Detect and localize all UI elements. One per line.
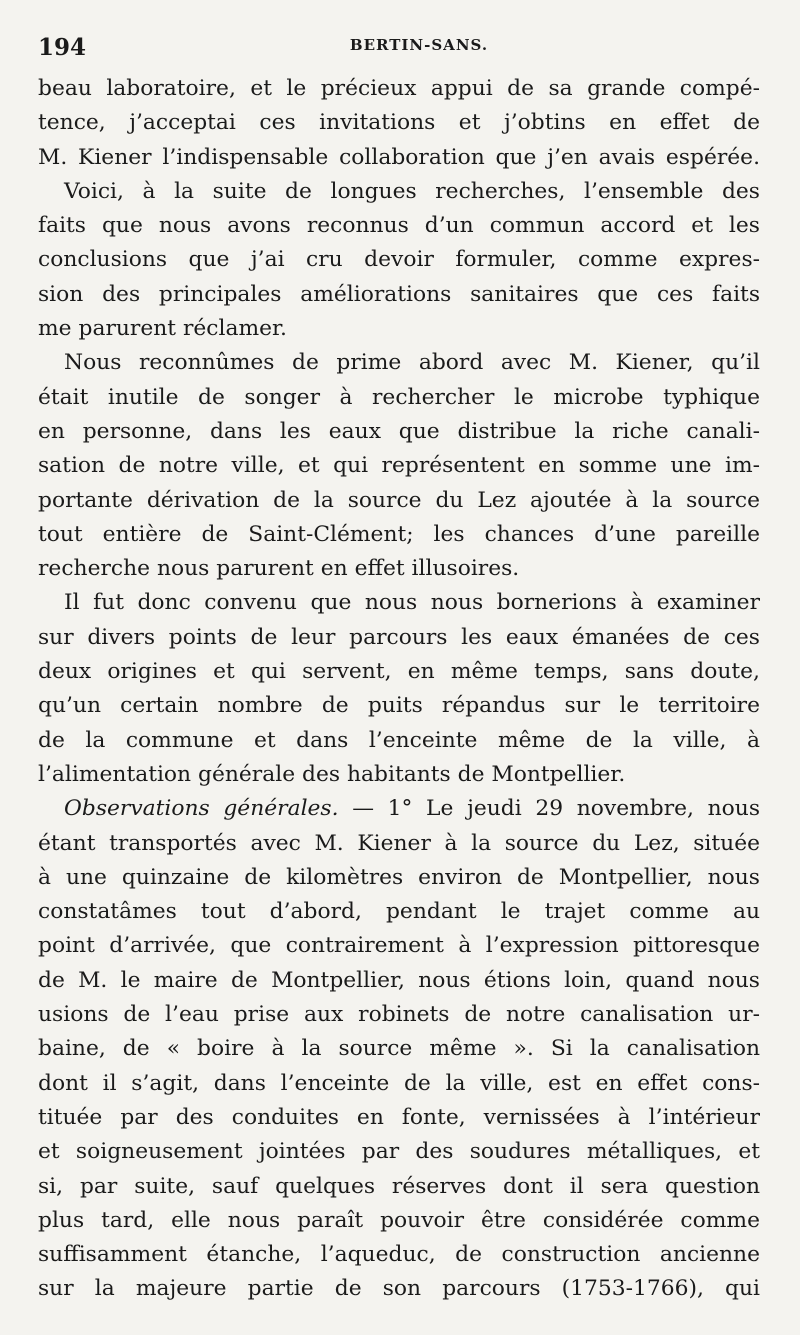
- text-line: [38, 552, 760, 586]
- text-line: [38, 449, 760, 483]
- line-text: deux origines et qui servent, en même temps, sans doute,: [38, 659, 760, 685]
- text-line: [38, 278, 760, 312]
- text-line: [38, 312, 760, 346]
- text-line: [38, 381, 760, 415]
- text-line: [38, 586, 760, 620]
- page-number: 194: [38, 34, 87, 61]
- line-text: conclusions que j’ai cru devoir formuler, comme expres-: [38, 247, 760, 273]
- line-text: point d’arrivée, que contrairement à l’expression pittoresque: [38, 933, 760, 959]
- text-line: [38, 518, 760, 552]
- text-line: [38, 1032, 760, 1066]
- line-text: sur divers points de leur parcours les eaux émanées de ces: [38, 624, 760, 650]
- running-title: BERTIN-SANS.: [349, 36, 489, 54]
- line-text: qu’un certain nombre de puits répandus sur le territoire: [38, 693, 760, 719]
- text-line: [38, 689, 760, 723]
- line-text: Voici, à la suite de longues recherches, l’ensemble des: [64, 178, 760, 204]
- line-text: — 1° Le jeudi 29 novembre, nous: [338, 796, 760, 822]
- text-line: [38, 72, 760, 106]
- text-line: [38, 1238, 760, 1272]
- text-line: [38, 209, 760, 243]
- line-text: Nous reconnûmes de prime abord avec M. Kiener, qu’il: [64, 350, 760, 376]
- text-line: [38, 964, 760, 998]
- text-line: [38, 243, 760, 277]
- text-line: [38, 827, 760, 861]
- line-text: dont il s’agit, dans l’enceinte de la ville, est en effet cons-: [38, 1070, 760, 1096]
- body-text: [38, 72, 760, 1307]
- line-text: et soigneusement jointées par des soudures métalliques, et: [38, 1139, 760, 1165]
- text-line: [38, 758, 760, 792]
- line-text: beau laboratoire, et le précieux appui de sa grande compé-: [38, 76, 760, 101]
- text-line: [38, 346, 760, 380]
- line-text: étant transportés avec M. Kiener à la source du Lez, située: [38, 830, 760, 856]
- text-line: [38, 895, 760, 929]
- line-text: Il fut donc convenu que nous nous bornerions à examiner: [64, 590, 760, 616]
- line-text: faits que nous avons reconnus d’un commun accord et les: [38, 213, 760, 239]
- line-text: était inutile de songer à rechercher le microbe typhique: [38, 384, 760, 410]
- text-line: [38, 1204, 760, 1238]
- section-heading: Observations générales.: [64, 796, 339, 822]
- line-text: à une quinzaine de kilomètres environ de Montpellier, nous: [38, 864, 760, 890]
- line-text: si, par suite, sauf quelques réserves dont il sera question: [38, 1173, 760, 1199]
- line-text: suffisamment étanche, l’aqueduc, de construction ancienne: [38, 1242, 760, 1268]
- line-text: sur la majeure partie de son parcours (1753-1766), qui: [38, 1276, 760, 1302]
- line-text: plus tard, elle nous paraît pouvoir être considérée comme: [38, 1207, 760, 1233]
- line-text: de M. le maire de Montpellier, nous étions loin, quand nous: [38, 967, 760, 993]
- line-text: tence, j’acceptai ces invitations et j’obtins en effet de: [38, 110, 760, 136]
- text-line: [38, 861, 760, 895]
- text-line: [38, 141, 760, 175]
- text-line: [38, 792, 760, 826]
- line-text: portante dérivation de la source du Lez ajoutée à la source: [38, 487, 760, 513]
- line-text: sion des principales améliorations sanitaires que ces faits: [38, 281, 760, 307]
- text-line: [38, 175, 760, 209]
- line-text: M. Kiener l’indispensable collaboration que j’en avais espérée.: [38, 144, 760, 170]
- line-text: tituée par des conduites en fonte, vernissées à l’intérieur: [38, 1104, 760, 1130]
- line-text: l’alimentation générale des habitants de Montpellier.: [38, 761, 626, 787]
- line-text: baine, de « boire à la source même ». Si la canalisation: [38, 1036, 760, 1062]
- text-line: [38, 998, 760, 1032]
- running-header: [38, 30, 760, 64]
- text-line: [38, 1170, 760, 1204]
- text-line: [38, 106, 760, 140]
- line-text: constatâmes tout d’abord, pendant le trajet comme au: [38, 899, 760, 925]
- text-line: [38, 1067, 760, 1101]
- text-line: [38, 1272, 760, 1306]
- text-line: [38, 929, 760, 963]
- line-text: recherche nous parurent en effet illusoires.: [38, 556, 520, 582]
- line-text: en personne, dans les eaux que distribue la riche canali-: [38, 418, 760, 444]
- text-line: [38, 1101, 760, 1135]
- line-text: de la commune et dans l’enceinte même de la ville, à: [38, 727, 760, 753]
- text-line: [38, 484, 760, 518]
- text-line: [38, 621, 760, 655]
- text-line: [38, 724, 760, 758]
- line-text: usions de l’eau prise aux robinets de notre canalisation ur-: [38, 1002, 760, 1028]
- line-text: me parurent réclamer.: [38, 316, 287, 342]
- text-line: [38, 1135, 760, 1169]
- text-line: [38, 655, 760, 689]
- line-text: tout entière de Saint-Clément; les chances d’une pareille: [38, 521, 760, 547]
- text-line: [38, 415, 760, 449]
- line-text: sation de notre ville, et qui représentent en somme une im-: [38, 453, 760, 479]
